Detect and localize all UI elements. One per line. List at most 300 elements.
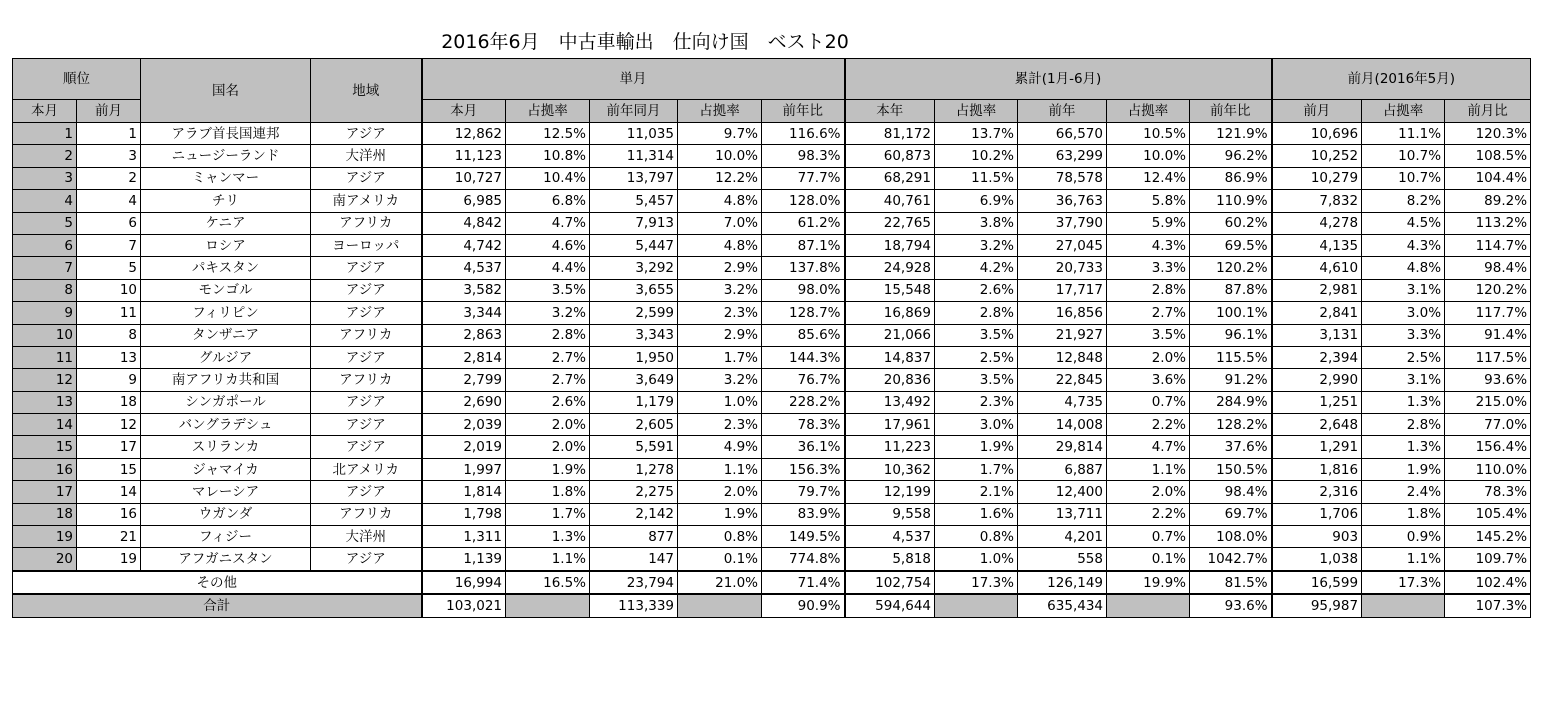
cell-prev-rank: 3 [77,145,141,167]
cell-m-yoy: 78.3% [762,414,845,436]
cell-p-prev: 903 [1272,526,1362,548]
cell-c-ly: 22,845 [1018,369,1107,391]
cell-m-ly: 147 [590,548,678,571]
cell-c-share: 2.1% [935,481,1018,503]
subheader-rank-this: 本月 [13,100,77,123]
cell-m-ly-share: 2.9% [678,324,762,346]
cell-c-this: 15,548 [845,279,935,301]
cell-region: アジア [311,548,422,571]
cell-p-share: 4.8% [1362,257,1445,279]
cell-c-ly-share: 12.4% [1107,167,1190,189]
cell-m-ly: 5,457 [590,190,678,212]
cell-m-ly-share: 2.3% [678,302,762,324]
cell-p-share: 1.3% [1362,391,1445,413]
cell-c-this: 594,644 [845,594,935,617]
cell-region: アジア [311,123,422,145]
cell-p-share: 11.1% [1362,123,1445,145]
cell-c-this: 18,794 [845,234,935,256]
cell-m-share [506,594,590,617]
cell-m-share: 2.7% [506,369,590,391]
table-row [13,458,1531,480]
total-row [13,594,1531,617]
cell-p-mom: 120.3% [1445,123,1531,145]
cell-country: スリランカ [141,436,311,458]
cell-m-ly-share: 9.7% [678,123,762,145]
cell-c-ly: 27,045 [1018,234,1107,256]
cell-m-this: 11,123 [422,145,506,167]
cell-region: アジア [311,414,422,436]
cell-c-ly-share: 0.1% [1107,548,1190,571]
cell-c-ly: 66,570 [1018,123,1107,145]
cell-m-ly: 2,605 [590,414,678,436]
table-row [13,503,1531,525]
cell-c-this: 20,836 [845,369,935,391]
cell-c-ly-share: 0.7% [1107,526,1190,548]
cell-p-share: 1.9% [1362,458,1445,480]
cell-rank: 11 [13,346,77,368]
cell-c-share: 10.2% [935,145,1018,167]
cell-m-ly-share: 1.7% [678,346,762,368]
cell-m-yoy: 79.7% [762,481,845,503]
cell-country: モンゴル [141,279,311,301]
cell-prev-rank: 4 [77,190,141,212]
cell-m-this: 6,985 [422,190,506,212]
cell-c-ly-share: 3.3% [1107,257,1190,279]
cell-c-share: 3.5% [935,324,1018,346]
cell-country: シンガポール [141,391,311,413]
table-row [13,279,1531,301]
page-title: 2016年6月 中古車輸出 仕向け国 ベスト20 [441,31,849,53]
cell-m-yoy: 71.4% [762,571,845,594]
cell-p-mom: 109.7% [1445,548,1531,571]
cell-p-share: 10.7% [1362,167,1445,189]
cell-c-yoy: 60.2% [1190,212,1272,234]
cell-c-this: 68,291 [845,167,935,189]
cell-rank: 19 [13,526,77,548]
cell-m-ly: 7,913 [590,212,678,234]
cell-rank: 13 [13,391,77,413]
subheader-rank-prev: 前月 [77,100,141,123]
cell-rank: 14 [13,414,77,436]
cell-country: アフガニスタン [141,548,311,571]
cell-c-ly: 21,927 [1018,324,1107,346]
cell-region: アフリカ [311,324,422,346]
cell-p-share: 8.2% [1362,190,1445,212]
cell-c-ly: 29,814 [1018,436,1107,458]
cell-prev-rank: 19 [77,548,141,571]
cell-c-share: 2.8% [935,302,1018,324]
cell-p-mom: 215.0% [1445,391,1531,413]
cell-c-yoy: 110.9% [1190,190,1272,212]
cell-m-this: 1,798 [422,503,506,525]
cell-c-yoy: 69.5% [1190,234,1272,256]
cell-p-mom: 93.6% [1445,369,1531,391]
cell-m-share: 6.8% [506,190,590,212]
cell-c-this: 5,818 [845,548,935,571]
cell-c-ly: 4,201 [1018,526,1107,548]
cell-c-ly: 63,299 [1018,145,1107,167]
cell-m-this: 12,862 [422,123,506,145]
cell-m-share: 2.6% [506,391,590,413]
cell-p-prev: 1,291 [1272,436,1362,458]
table-row [13,436,1531,458]
cell-region: 南アメリカ [311,190,422,212]
cell-p-prev: 1,251 [1272,391,1362,413]
cell-rank: 3 [13,167,77,189]
cell-m-ly-share: 1.0% [678,391,762,413]
cell-c-yoy: 96.2% [1190,145,1272,167]
table-row [13,526,1531,548]
cell-m-ly: 5,447 [590,234,678,256]
cell-m-this: 2,814 [422,346,506,368]
cell-m-share: 16.5% [506,571,590,594]
cell-c-yoy: 91.2% [1190,369,1272,391]
other-row [13,571,1531,594]
cell-m-share: 1.1% [506,548,590,571]
header-rank: 順位 [13,59,141,100]
cell-m-ly-share: 1.9% [678,503,762,525]
cell-m-ly: 877 [590,526,678,548]
cell-rank: 9 [13,302,77,324]
cell-c-share: 11.5% [935,167,1018,189]
cell-region: アフリカ [311,369,422,391]
cell-prev-rank: 10 [77,279,141,301]
cell-c-yoy: 121.9% [1190,123,1272,145]
cell-m-yoy: 144.3% [762,346,845,368]
cell-m-ly-share: 4.8% [678,234,762,256]
cell-country: マレーシア [141,481,311,503]
cell-m-share: 3.5% [506,279,590,301]
cell-m-this: 2,039 [422,414,506,436]
cell-p-prev: 4,278 [1272,212,1362,234]
cell-p-mom: 110.0% [1445,458,1531,480]
cell-c-share [935,594,1018,617]
cell-region: アジア [311,391,422,413]
cell-m-this: 10,727 [422,167,506,189]
cell-m-share: 1.9% [506,458,590,480]
cell-rank: 6 [13,234,77,256]
cell-p-prev: 2,316 [1272,481,1362,503]
cell-m-share: 10.4% [506,167,590,189]
cell-country: タンザニア [141,324,311,346]
cell-c-ly-share: 2.0% [1107,481,1190,503]
cell-c-share: 3.2% [935,234,1018,256]
subheader-m-yoy: 前年比 [762,100,845,123]
cell-c-yoy: 1042.7% [1190,548,1272,571]
cell-m-ly: 3,292 [590,257,678,279]
other-label: その他 [13,571,422,594]
cell-p-prev: 2,981 [1272,279,1362,301]
cell-country: 南アフリカ共和国 [141,369,311,391]
cell-m-yoy: 61.2% [762,212,845,234]
cell-m-this: 2,799 [422,369,506,391]
cell-c-share: 0.8% [935,526,1018,548]
cell-p-share: 4.5% [1362,212,1445,234]
cell-c-yoy: 115.5% [1190,346,1272,368]
cell-m-this: 1,997 [422,458,506,480]
cell-m-share: 1.7% [506,503,590,525]
cell-c-ly: 558 [1018,548,1107,571]
cell-c-ly-share: 2.2% [1107,414,1190,436]
subheader-c-yoy: 前年比 [1190,100,1272,123]
cell-p-prev: 16,599 [1272,571,1362,594]
cell-m-ly-share: 1.1% [678,458,762,480]
cell-c-share: 1.0% [935,548,1018,571]
cell-m-ly-share: 4.9% [678,436,762,458]
cell-m-ly-share: 12.2% [678,167,762,189]
cell-c-share: 2.6% [935,279,1018,301]
cell-c-this: 16,869 [845,302,935,324]
cell-m-share: 1.8% [506,481,590,503]
cell-m-this: 1,139 [422,548,506,571]
cell-c-share: 3.8% [935,212,1018,234]
cell-prev-rank: 9 [77,369,141,391]
cell-region: アジア [311,436,422,458]
cell-c-ly-share: 2.8% [1107,279,1190,301]
cell-c-share: 3.5% [935,369,1018,391]
cell-c-ly: 14,008 [1018,414,1107,436]
cell-c-ly-share: 10.0% [1107,145,1190,167]
cell-region: アジア [311,302,422,324]
cell-m-ly: 1,278 [590,458,678,480]
cell-c-yoy: 81.5% [1190,571,1272,594]
cell-c-ly: 20,733 [1018,257,1107,279]
table-row [13,145,1531,167]
table-row [13,167,1531,189]
cell-m-ly: 5,591 [590,436,678,458]
cell-p-prev: 2,394 [1272,346,1362,368]
subheader-c-ly-share: 占拠率 [1107,100,1190,123]
subheader-p-share: 占拠率 [1362,100,1445,123]
cell-m-ly: 2,142 [590,503,678,525]
subheader-m-ly-share: 占拠率 [678,100,762,123]
cell-prev-rank: 17 [77,436,141,458]
cell-m-share: 2.8% [506,324,590,346]
cell-c-ly: 12,400 [1018,481,1107,503]
table-row [13,234,1531,256]
cell-c-share: 17.3% [935,571,1018,594]
table-row [13,212,1531,234]
cell-c-yoy: 150.5% [1190,458,1272,480]
cell-p-share: 0.9% [1362,526,1445,548]
cell-c-ly: 6,887 [1018,458,1107,480]
cell-rank: 2 [13,145,77,167]
cell-region: ヨーロッパ [311,234,422,256]
cell-p-share: 1.8% [1362,503,1445,525]
cell-prev-rank: 15 [77,458,141,480]
cell-c-ly-share: 3.6% [1107,369,1190,391]
cell-country: ロシア [141,234,311,256]
cell-region: アジア [311,167,422,189]
cell-rank: 5 [13,212,77,234]
subheader-m-share: 占拠率 [506,100,590,123]
subheader-m-this: 本月 [422,100,506,123]
cell-c-this: 60,873 [845,145,935,167]
cell-p-mom: 91.4% [1445,324,1531,346]
cell-p-prev: 10,696 [1272,123,1362,145]
cell-m-this: 4,742 [422,234,506,256]
cell-c-yoy: 100.1% [1190,302,1272,324]
cell-c-share: 13.7% [935,123,1018,145]
cell-c-share: 3.0% [935,414,1018,436]
cell-m-ly-share: 3.2% [678,279,762,301]
cell-m-ly: 3,649 [590,369,678,391]
cell-c-yoy: 120.2% [1190,257,1272,279]
cell-c-ly: 12,848 [1018,346,1107,368]
cell-prev-rank: 1 [77,123,141,145]
cell-c-this: 12,199 [845,481,935,503]
cell-rank: 10 [13,324,77,346]
cell-m-share: 3.2% [506,302,590,324]
cell-prev-rank: 14 [77,481,141,503]
cell-m-ly-share: 3.2% [678,369,762,391]
cell-p-share: 3.0% [1362,302,1445,324]
cell-m-yoy: 87.1% [762,234,845,256]
subheader-m-ly: 前年同月 [590,100,678,123]
cell-p-mom: 77.0% [1445,414,1531,436]
header-monthly: 単月 [422,59,845,100]
cell-country: アラブ首長国連邦 [141,123,311,145]
cell-p-mom: 105.4% [1445,503,1531,525]
cell-m-this: 3,344 [422,302,506,324]
cell-m-ly-share: 7.0% [678,212,762,234]
cell-m-share: 4.7% [506,212,590,234]
cell-prev-rank: 18 [77,391,141,413]
cell-m-ly-share: 0.8% [678,526,762,548]
cell-c-ly-share: 2.2% [1107,503,1190,525]
cell-m-yoy: 98.3% [762,145,845,167]
cell-rank: 7 [13,257,77,279]
table-row [13,369,1531,391]
cell-m-this: 3,582 [422,279,506,301]
cell-rank: 18 [13,503,77,525]
cell-m-ly: 11,035 [590,123,678,145]
cell-p-share: 3.1% [1362,279,1445,301]
cell-m-ly-share: 21.0% [678,571,762,594]
cell-c-this: 11,223 [845,436,935,458]
cell-c-this: 24,928 [845,257,935,279]
cell-p-mom: 113.2% [1445,212,1531,234]
cell-p-prev: 10,252 [1272,145,1362,167]
cell-p-share: 2.5% [1362,346,1445,368]
subheader-p-prev: 前月 [1272,100,1362,123]
table-row [13,548,1531,571]
cell-m-yoy: 77.7% [762,167,845,189]
cell-m-share: 4.4% [506,257,590,279]
cell-c-ly-share [1107,594,1190,617]
cell-m-share: 10.8% [506,145,590,167]
cell-c-this: 102,754 [845,571,935,594]
cell-c-ly-share: 5.8% [1107,190,1190,212]
cell-p-share: 4.3% [1362,234,1445,256]
cell-m-ly: 11,314 [590,145,678,167]
table-row [13,481,1531,503]
cell-prev-rank: 8 [77,324,141,346]
table-row [13,190,1531,212]
cell-rank: 4 [13,190,77,212]
cell-p-share: 10.7% [1362,145,1445,167]
cell-m-yoy: 137.8% [762,257,845,279]
cell-p-mom: 117.5% [1445,346,1531,368]
cell-p-share [1362,594,1445,617]
cell-c-this: 13,492 [845,391,935,413]
cell-country: ジャマイカ [141,458,311,480]
cell-m-yoy: 98.0% [762,279,845,301]
cell-p-prev: 10,279 [1272,167,1362,189]
cell-c-this: 21,066 [845,324,935,346]
cell-c-yoy: 37.6% [1190,436,1272,458]
cell-c-ly: 13,711 [1018,503,1107,525]
cell-prev-rank: 13 [77,346,141,368]
cell-c-yoy: 98.4% [1190,481,1272,503]
cell-c-this: 22,765 [845,212,935,234]
cell-m-share: 2.0% [506,436,590,458]
cell-country: パキスタン [141,257,311,279]
cell-c-ly: 78,578 [1018,167,1107,189]
cell-prev-rank: 21 [77,526,141,548]
table-row [13,414,1531,436]
cell-p-prev: 1,706 [1272,503,1362,525]
cell-c-this: 4,537 [845,526,935,548]
cell-c-ly-share: 2.7% [1107,302,1190,324]
cell-p-mom: 145.2% [1445,526,1531,548]
subheader-c-ly: 前年 [1018,100,1107,123]
cell-m-this: 2,863 [422,324,506,346]
cell-p-prev: 2,648 [1272,414,1362,436]
cell-rank: 8 [13,279,77,301]
cell-c-yoy: 128.2% [1190,414,1272,436]
cell-region: アフリカ [311,212,422,234]
cell-m-yoy: 774.8% [762,548,845,571]
cell-p-share: 2.4% [1362,481,1445,503]
subheader-c-this: 本年 [845,100,935,123]
cell-c-ly: 17,717 [1018,279,1107,301]
table-row [13,346,1531,368]
cell-region: 北アメリカ [311,458,422,480]
cell-c-this: 81,172 [845,123,935,145]
cell-rank: 1 [13,123,77,145]
cell-m-this: 4,537 [422,257,506,279]
cell-country: チリ [141,190,311,212]
cell-c-ly-share: 5.9% [1107,212,1190,234]
export-ranking-table [12,58,1531,618]
cell-m-ly: 1,179 [590,391,678,413]
cell-c-ly-share: 1.1% [1107,458,1190,480]
cell-c-ly-share: 4.3% [1107,234,1190,256]
cell-rank: 15 [13,436,77,458]
cell-m-this: 103,021 [422,594,506,617]
table-row [13,324,1531,346]
cell-prev-rank: 2 [77,167,141,189]
subheader-p-mom: 前月比 [1445,100,1531,123]
cell-c-this: 14,837 [845,346,935,368]
cell-c-this: 40,761 [845,190,935,212]
cell-c-yoy: 86.9% [1190,167,1272,189]
cell-m-ly-share: 0.1% [678,548,762,571]
cell-m-this: 2,690 [422,391,506,413]
cell-c-this: 17,961 [845,414,935,436]
cell-c-yoy: 108.0% [1190,526,1272,548]
cell-c-ly: 36,763 [1018,190,1107,212]
cell-m-share: 2.0% [506,414,590,436]
cell-c-ly: 635,434 [1018,594,1107,617]
cell-m-yoy: 90.9% [762,594,845,617]
cell-c-share: 2.5% [935,346,1018,368]
cell-c-yoy: 69.7% [1190,503,1272,525]
cell-p-mom: 104.4% [1445,167,1531,189]
cell-p-mom: 107.3% [1445,594,1531,617]
cell-c-share: 1.9% [935,436,1018,458]
